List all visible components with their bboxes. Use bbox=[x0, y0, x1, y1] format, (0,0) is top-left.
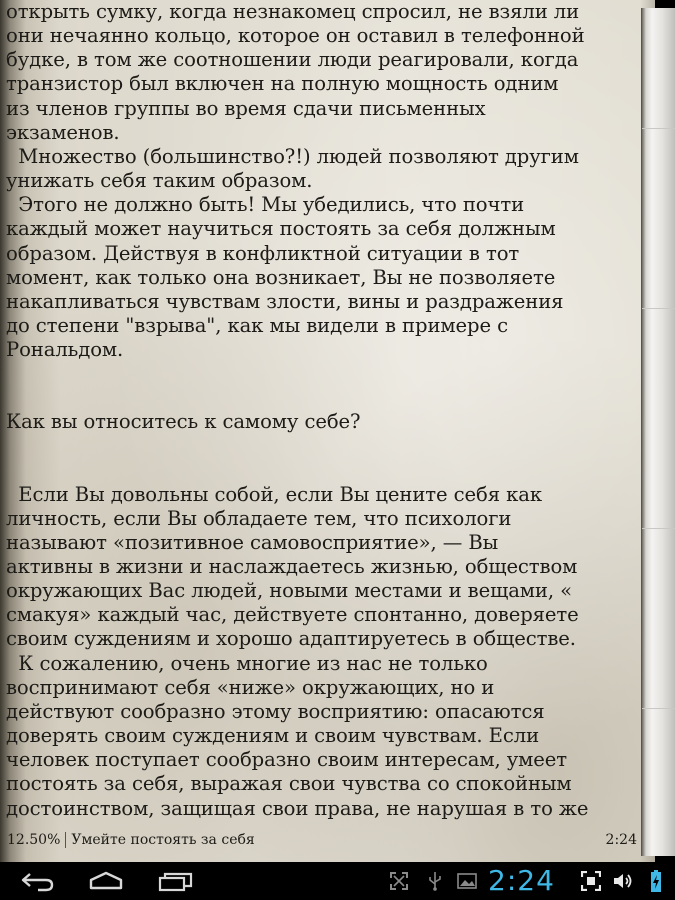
footer-divider bbox=[65, 832, 66, 848]
paragraph: Этого не должно быть! Мы убедились, что почти каждый может научиться постоять за себя должным образом. Действуя в конфликтной ситуации в тот момент, как только она возникает, Вы не позволяете накапливаться чувствам злости, вины и раздражения до степени "взрыва", как мы видели в примере с Рональдом. bbox=[6, 193, 564, 362]
progress-percent: 12.50% bbox=[7, 832, 61, 848]
fullscreen-icon bbox=[388, 871, 410, 891]
back-arrow-icon bbox=[20, 870, 56, 892]
paragraph: К сожалению, очень многие из нас не только воспринимают себя «ниже» окружающих, но и действуют сообразно этому восприятию: опасаются доверять своим суждениям и своим чувствам. Если человек поступает сообразно своим интересам, умеет постоять за себя, выражая свои чувства со спокойным достоинством, защищая свои права, не нарушая в то же bbox=[6, 651, 589, 820]
book-text bbox=[6, 0, 642, 821]
battery-icon bbox=[648, 871, 664, 891]
gallery-icon bbox=[456, 871, 478, 891]
page-stack-edge bbox=[641, 8, 675, 856]
recent-apps-button[interactable] bbox=[156, 866, 196, 896]
footer-time: 2:24 bbox=[605, 832, 637, 848]
paragraph: открыть сумку, когда незнакомец спросил, не взяли ли они нечаянно кольцо, которое он оставил в телефонной будке, в том же соотношении люди реагировали, когда транзистор был включен на полную мощность одним из членов группы во время сдачи письменных экзаменов. bbox=[6, 0, 585, 144]
volume-icon bbox=[612, 871, 634, 891]
recent-apps-icon bbox=[157, 870, 195, 892]
status-clock: 2:24 bbox=[488, 864, 555, 897]
system-navigation-bar bbox=[0, 862, 675, 900]
reader-footer bbox=[7, 828, 637, 852]
section-heading: Как вы относитесь к самому себе? bbox=[6, 410, 361, 434]
paragraph: Множество (большинство?!) людей позволяют другим унижать себя таким образом. bbox=[6, 144, 579, 193]
home-button[interactable] bbox=[86, 866, 126, 896]
back-button[interactable] bbox=[18, 866, 58, 896]
home-icon bbox=[87, 870, 125, 892]
screenshot-icon bbox=[580, 871, 602, 891]
paragraph: Если Вы довольны собой, если Вы цените себя как личность, если Вы обладаете тем, что психологи называют «позитивное самовосприятие», — Вы активны в жизни и наслаждаетесь жизнью, обществом окружающих Вас людей, новыми местами и вещами, « смакуя» каждый час, действуете спонтанно, доверяете своим суждениям и хорошо адаптируетесь в обществе. bbox=[6, 482, 579, 651]
usb-icon bbox=[426, 871, 444, 891]
chapter-title: Умейте постоять за себя bbox=[71, 832, 255, 848]
